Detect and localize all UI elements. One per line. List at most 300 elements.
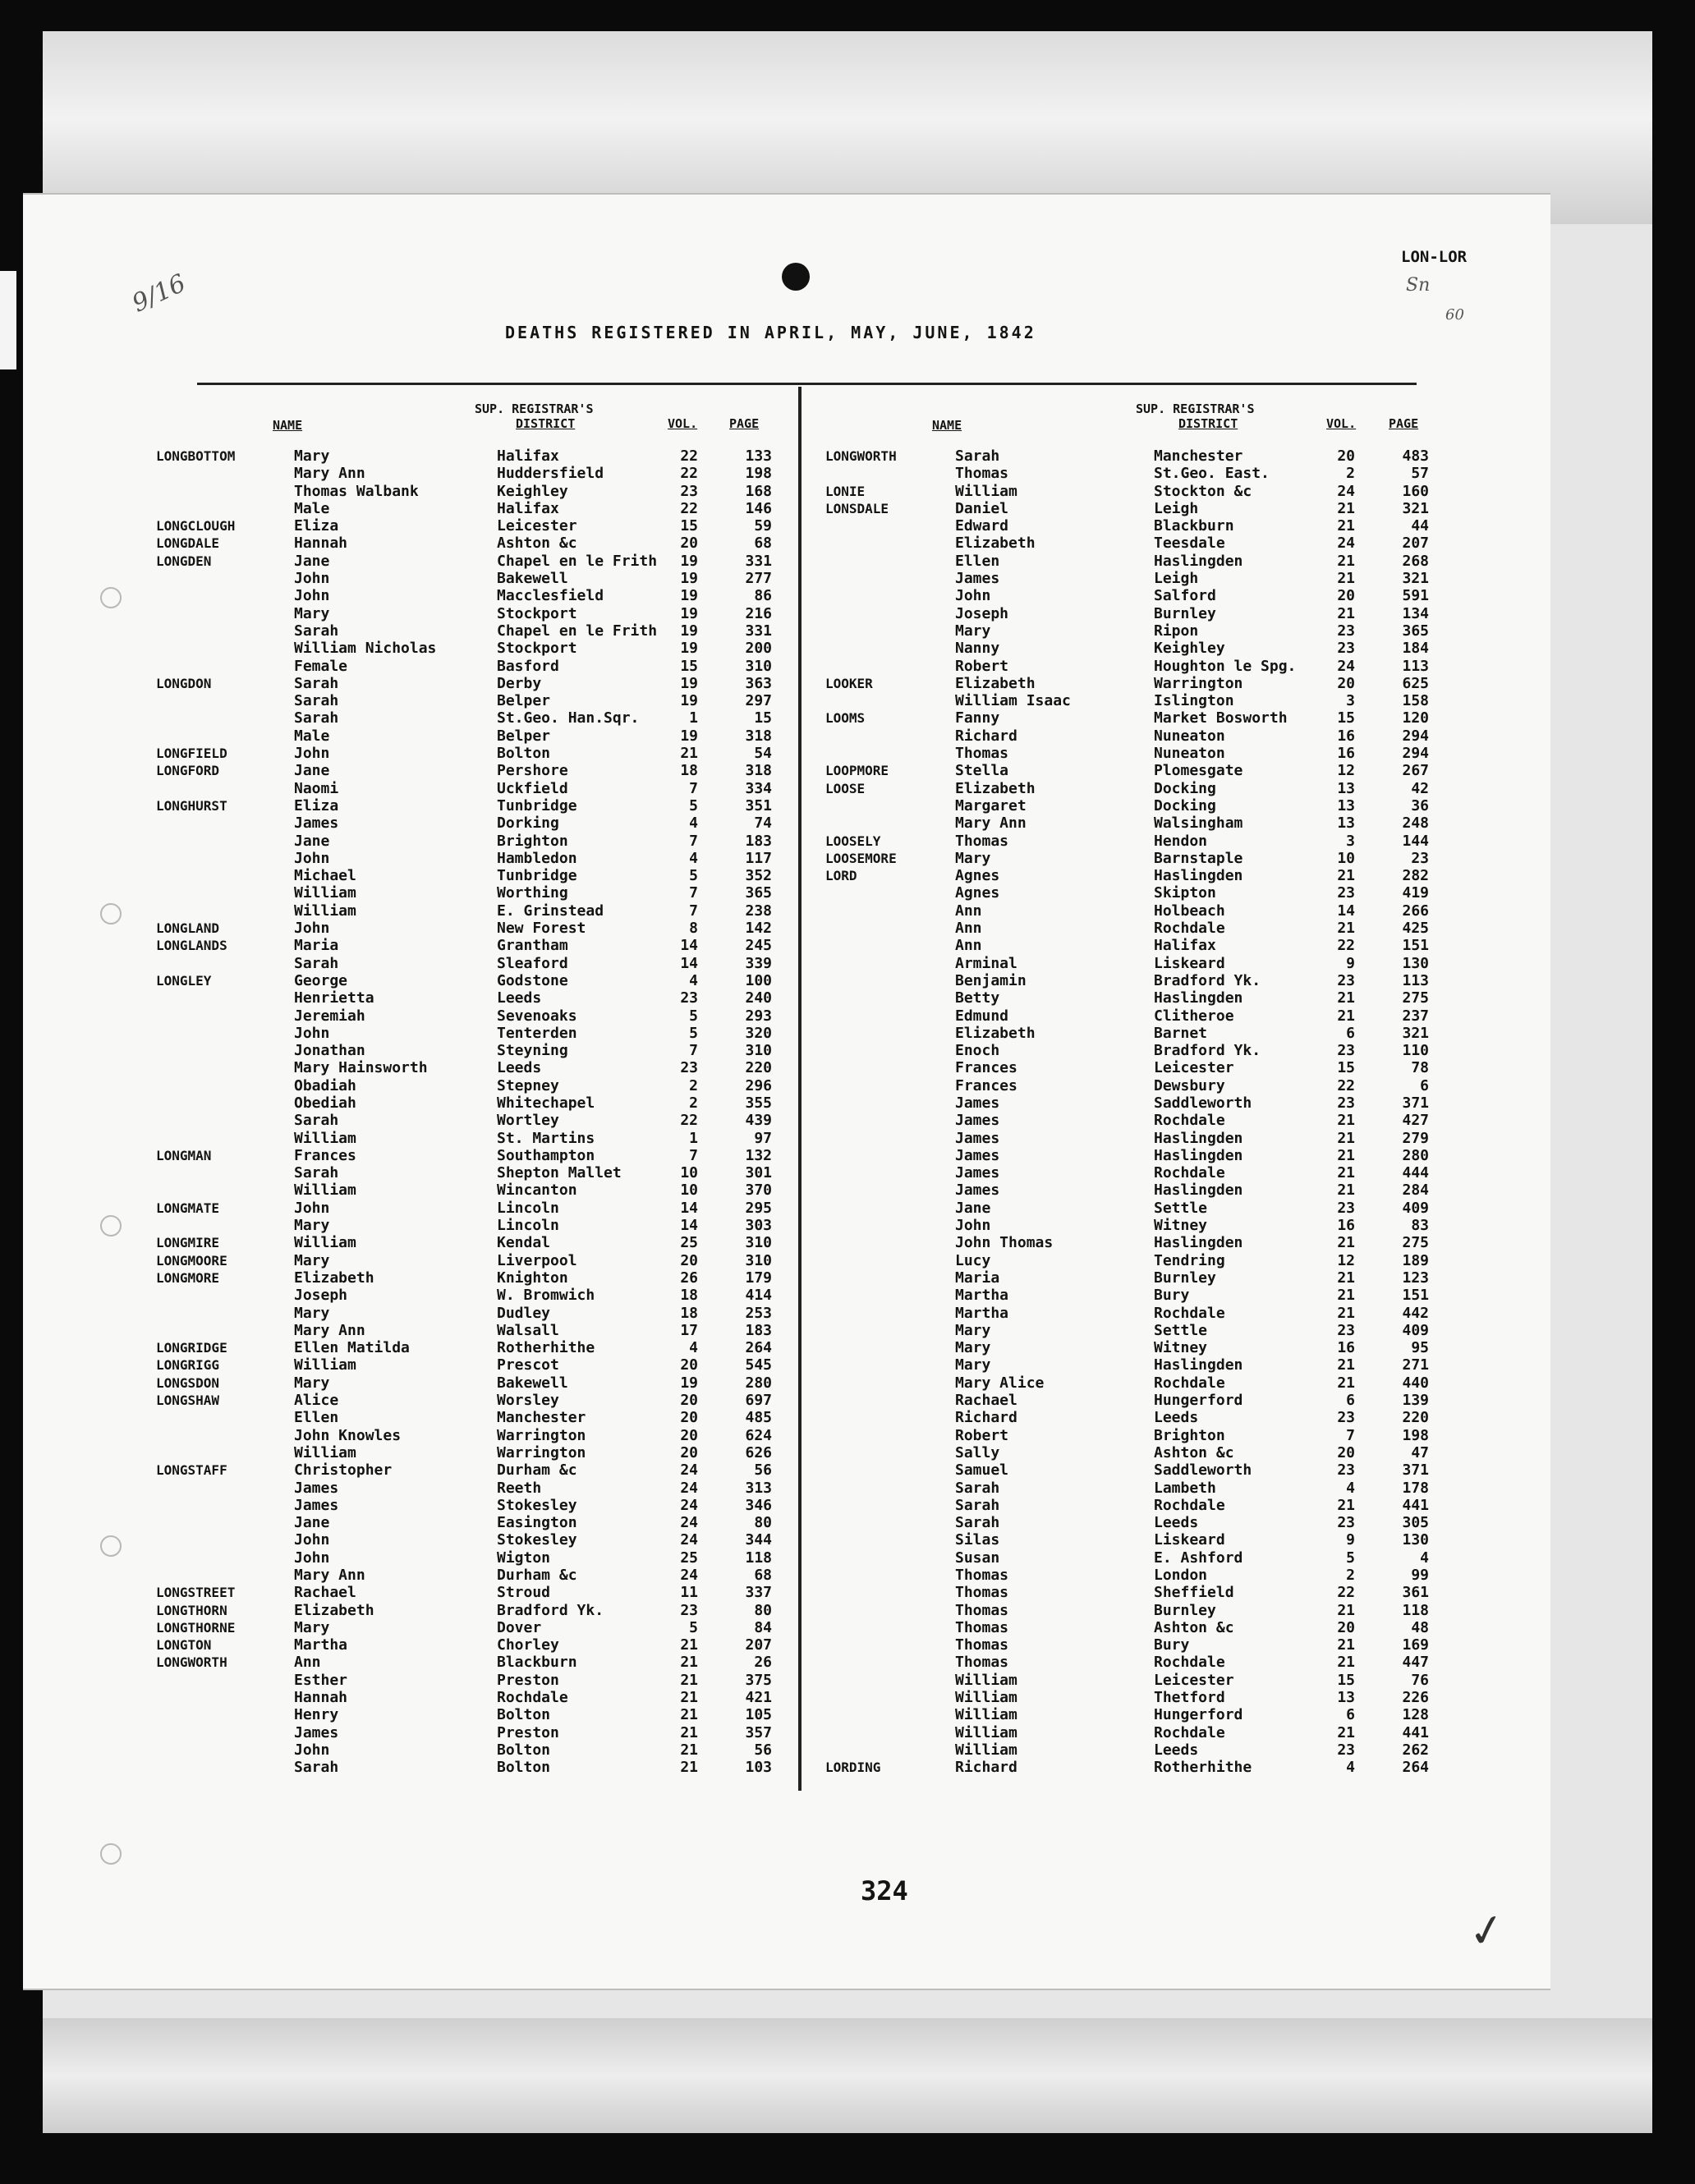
entry-page: 103 xyxy=(745,1759,772,1777)
entry-given-name: Benjamin xyxy=(955,971,1027,989)
entry-page: 626 xyxy=(745,1443,772,1461)
entry-surname: LOOPMORE xyxy=(825,763,889,779)
entry-page: 216 xyxy=(745,604,772,622)
register-entry-row xyxy=(825,517,1458,535)
entry-surname: LOOMS xyxy=(825,710,866,727)
entry-district: W. Bromwich xyxy=(497,1287,595,1305)
entry-page: 80 xyxy=(754,1601,772,1619)
entry-surname: LONGLEY xyxy=(156,972,212,989)
register-entry-row xyxy=(825,1059,1458,1076)
entry-volume: 21 xyxy=(1337,1304,1355,1322)
entry-given-name: Elizabeth xyxy=(955,674,1036,692)
entry-page: 352 xyxy=(745,867,772,885)
register-entry-row xyxy=(156,955,788,972)
entry-given-name: Thomas xyxy=(955,832,1009,850)
register-entry-row xyxy=(825,1444,1458,1461)
entry-page: 83 xyxy=(1411,1217,1429,1235)
entry-page: 57 xyxy=(1411,465,1429,483)
entry-district: Prescot xyxy=(497,1356,559,1374)
entry-district: Walsingham xyxy=(1154,814,1243,833)
entry-given-name: Robert xyxy=(955,1426,1009,1444)
entry-district: Reeth xyxy=(497,1479,542,1497)
entry-volume: 14 xyxy=(680,1199,698,1217)
entry-district: Skipton xyxy=(1154,884,1216,902)
entry-volume: 5 xyxy=(689,1007,698,1025)
entry-district: Holbeach xyxy=(1154,902,1225,920)
entry-given-name: William xyxy=(955,1671,1017,1689)
entry-page: 271 xyxy=(1402,1356,1429,1374)
district-header-top: SUP. REGISTRAR'S xyxy=(475,401,594,416)
register-entry-row xyxy=(156,972,788,989)
entry-given-name: Hannah xyxy=(294,535,348,553)
register-entry-row xyxy=(825,1549,1458,1567)
entry-district: Belper xyxy=(497,727,551,745)
entry-surname: LONGMATE xyxy=(156,1200,220,1216)
entry-page: 295 xyxy=(745,1199,772,1217)
entry-page: 100 xyxy=(745,971,772,989)
entry-page: 545 xyxy=(745,1356,772,1374)
entry-district: Haslingden xyxy=(1154,1181,1243,1200)
entry-volume: 17 xyxy=(680,1321,698,1339)
entry-given-name: Arminal xyxy=(955,954,1017,972)
entry-given-name: John xyxy=(294,570,330,588)
entry-given-name: Jane xyxy=(294,762,330,780)
entry-given-name: Ellen xyxy=(294,1409,339,1427)
entry-district: Haslingden xyxy=(1154,1356,1243,1374)
vol-header: VOL. xyxy=(1326,416,1357,431)
entry-page: 78 xyxy=(1411,1059,1429,1077)
entry-given-name: Female xyxy=(294,657,348,675)
entry-district: New Forest xyxy=(497,920,586,938)
entry-given-name: Martha xyxy=(955,1287,1009,1305)
entry-given-name: James xyxy=(955,1094,1000,1112)
register-entry-row xyxy=(156,535,788,552)
entry-district: Liskeard xyxy=(1154,1531,1225,1549)
entry-volume: 20 xyxy=(680,1443,698,1461)
register-entry-row xyxy=(825,622,1458,640)
entry-page: 56 xyxy=(754,1461,772,1480)
entry-given-name: Frances xyxy=(955,1076,1017,1094)
entry-district: Halifax xyxy=(1154,937,1216,955)
entry-volume: 6 xyxy=(1346,1706,1355,1724)
entry-volume: 19 xyxy=(680,1374,698,1392)
register-entry-row xyxy=(156,570,788,587)
entry-volume: 24 xyxy=(680,1479,698,1497)
entry-volume: 21 xyxy=(1337,1269,1355,1287)
entry-volume: 21 xyxy=(1337,517,1355,535)
entry-volume: 21 xyxy=(1337,499,1355,517)
entry-page: 128 xyxy=(1402,1706,1429,1724)
entry-district: Houghton le Spg. xyxy=(1154,657,1297,675)
entry-district: Chapel en le Frith xyxy=(497,552,658,570)
entry-given-name: Elizabeth xyxy=(955,779,1036,797)
entry-district: Sleaford xyxy=(497,954,568,972)
entry-district: Rochdale xyxy=(1154,1723,1225,1741)
entry-given-name: John xyxy=(294,920,330,938)
entry-volume: 13 xyxy=(1337,814,1355,833)
entry-given-name: Nanny xyxy=(955,640,1000,658)
entry-volume: 21 xyxy=(680,1706,698,1724)
register-entry-row xyxy=(156,797,788,814)
register-entry-row xyxy=(825,1672,1458,1689)
entry-given-name: William xyxy=(294,902,356,920)
register-entry-row xyxy=(156,1007,788,1025)
entry-volume: 7 xyxy=(689,884,698,902)
entry-volume: 21 xyxy=(1337,552,1355,570)
entry-volume: 24 xyxy=(680,1514,698,1532)
entry-district: Settle xyxy=(1154,1321,1208,1339)
register-entry-row xyxy=(156,1322,788,1339)
entry-page: 310 xyxy=(745,1234,772,1252)
left-entries xyxy=(156,447,788,1777)
entry-given-name: John xyxy=(294,1549,330,1567)
entry-district: Witney xyxy=(1154,1339,1208,1357)
entry-page: 226 xyxy=(1402,1689,1429,1707)
entry-page: 220 xyxy=(745,1059,772,1077)
entry-given-name: Elizabeth xyxy=(955,535,1036,553)
entry-surname: LONGCLOUGH xyxy=(156,518,236,535)
entry-volume: 24 xyxy=(1337,482,1355,500)
entry-surname: LONGRIDGE xyxy=(156,1340,227,1356)
entry-page: 118 xyxy=(1402,1601,1429,1619)
entry-surname: LONGWORTH xyxy=(825,448,897,464)
entry-page: 293 xyxy=(745,1007,772,1025)
register-entry-row xyxy=(156,1181,788,1199)
entry-given-name: Eliza xyxy=(294,796,339,814)
entry-district: Dorking xyxy=(497,814,559,833)
entry-volume: 21 xyxy=(1337,1496,1355,1514)
register-entry-row xyxy=(825,465,1458,482)
entry-district: Docking xyxy=(1154,796,1216,814)
entry-given-name: Henrietta xyxy=(294,989,374,1007)
entry-given-name: Naomi xyxy=(294,779,339,797)
entry-page: 339 xyxy=(745,954,772,972)
register-entry-row xyxy=(825,955,1458,972)
punch-hole xyxy=(100,1215,122,1237)
entry-page: 144 xyxy=(1402,832,1429,850)
entry-volume: 23 xyxy=(1337,1461,1355,1480)
entry-volume: 18 xyxy=(680,1304,698,1322)
entry-volume: 7 xyxy=(689,1146,698,1164)
entry-volume: 24 xyxy=(680,1496,698,1514)
entry-page: 130 xyxy=(1402,954,1429,972)
register-entry-row xyxy=(156,1269,788,1287)
register-entry-row xyxy=(825,605,1458,622)
entry-volume: 21 xyxy=(1337,1181,1355,1200)
entry-given-name: James xyxy=(955,1164,1000,1182)
entry-page: 447 xyxy=(1402,1654,1429,1672)
entry-page: 179 xyxy=(745,1269,772,1287)
entry-district: Warrington xyxy=(497,1426,586,1444)
entry-given-name: John xyxy=(294,849,330,867)
entry-district: Leeds xyxy=(1154,1409,1199,1427)
entry-volume: 9 xyxy=(1346,1531,1355,1549)
entry-volume: 20 xyxy=(1337,587,1355,605)
entry-surname: LONGDEN xyxy=(156,553,212,569)
entry-page: 625 xyxy=(1402,674,1429,692)
entry-volume: 21 xyxy=(1337,867,1355,885)
register-entry-row xyxy=(825,1181,1458,1199)
register-entry-row xyxy=(156,937,788,954)
entry-district: Uckfield xyxy=(497,779,568,797)
entry-volume: 4 xyxy=(689,814,698,833)
entry-page: 414 xyxy=(745,1287,772,1305)
entry-district: Dover xyxy=(497,1618,542,1636)
entry-district: Saddleworth xyxy=(1154,1461,1252,1480)
entry-district: Leicester xyxy=(1154,1671,1234,1689)
entry-district: Stokesley xyxy=(497,1496,577,1514)
entry-given-name: Alice xyxy=(294,1392,339,1410)
entry-volume: 21 xyxy=(1337,1601,1355,1619)
entry-page: 346 xyxy=(745,1496,772,1514)
entry-volume: 21 xyxy=(1337,1007,1355,1025)
register-entry-row xyxy=(156,692,788,709)
entry-volume: 15 xyxy=(680,657,698,675)
register-entry-row xyxy=(156,465,788,482)
entry-volume: 16 xyxy=(1337,745,1355,763)
entry-volume: 21 xyxy=(1337,1129,1355,1147)
entry-district: Hungerford xyxy=(1154,1392,1243,1410)
entry-page: 123 xyxy=(1402,1269,1429,1287)
entry-surname: LONGMIRE xyxy=(156,1235,220,1251)
entry-page: 237 xyxy=(1402,1007,1429,1025)
register-entry-row xyxy=(156,1689,788,1706)
entry-given-name: Richard xyxy=(955,1409,1017,1427)
entry-volume: 21 xyxy=(680,1723,698,1741)
entry-volume: 21 xyxy=(680,1689,698,1707)
register-entry-row xyxy=(156,1025,788,1042)
register-entry-row xyxy=(825,1077,1458,1094)
entry-given-name: William xyxy=(294,884,356,902)
entry-volume: 23 xyxy=(1337,1409,1355,1427)
register-entry-row xyxy=(156,920,788,937)
entry-given-name: Mary Alice xyxy=(955,1374,1045,1392)
entry-given-name: Sarah xyxy=(955,1514,1000,1532)
entry-given-name: Sarah xyxy=(294,1112,339,1130)
entry-volume: 20 xyxy=(680,1409,698,1427)
entry-volume: 23 xyxy=(680,1059,698,1077)
page-header: PAGE xyxy=(729,416,760,431)
register-entry-row xyxy=(825,1392,1458,1409)
entry-volume: 2 xyxy=(689,1076,698,1094)
entry-volume: 14 xyxy=(1337,902,1355,920)
entry-volume: 25 xyxy=(680,1234,698,1252)
entry-given-name: Sarah xyxy=(294,709,339,727)
entry-volume: 4 xyxy=(689,849,698,867)
entry-volume: 14 xyxy=(680,954,698,972)
entry-volume: 21 xyxy=(1337,1164,1355,1182)
entry-volume: 7 xyxy=(689,1042,698,1060)
entry-district: Settle xyxy=(1154,1199,1208,1217)
entry-volume: 23 xyxy=(1337,1199,1355,1217)
entry-district: Clitheroe xyxy=(1154,1007,1234,1025)
entry-given-name: Agnes xyxy=(955,884,1000,902)
entry-volume: 21 xyxy=(680,1741,698,1759)
register-entry-row xyxy=(825,1164,1458,1181)
register-entry-row xyxy=(825,1042,1458,1059)
entry-page: 146 xyxy=(745,499,772,517)
register-entry-row xyxy=(825,709,1458,727)
entry-district: Basford xyxy=(497,657,559,675)
register-entry-row xyxy=(156,1461,788,1479)
entry-page: 284 xyxy=(1402,1181,1429,1200)
entry-volume: 4 xyxy=(689,1339,698,1357)
right-entries xyxy=(825,447,1458,1777)
entry-district: Rochdale xyxy=(1154,920,1225,938)
entry-surname: LONGSTAFF xyxy=(156,1462,227,1479)
entry-page: 370 xyxy=(745,1181,772,1200)
entry-volume: 19 xyxy=(680,622,698,640)
entry-volume: 21 xyxy=(1337,604,1355,622)
register-entry-row xyxy=(156,902,788,920)
entry-given-name: Jane xyxy=(294,832,330,850)
entry-district: Hambledon xyxy=(497,849,577,867)
entry-volume: 18 xyxy=(680,1287,698,1305)
register-entry-row xyxy=(156,1042,788,1059)
entry-district: Halifax xyxy=(497,447,559,465)
entry-given-name: Esther xyxy=(294,1671,348,1689)
entry-district: Bury xyxy=(1154,1636,1190,1654)
entry-volume: 21 xyxy=(680,1654,698,1672)
entry-given-name: John xyxy=(294,745,330,763)
entry-district: Haslingden xyxy=(1154,989,1243,1007)
vol-header: VOL. xyxy=(668,416,698,431)
entry-surname: LONGDON xyxy=(156,675,212,691)
register-entry-row xyxy=(825,640,1458,657)
name-header: NAME xyxy=(932,418,962,433)
entry-volume: 15 xyxy=(1337,709,1355,727)
entry-given-name: Robert xyxy=(955,657,1009,675)
register-entry-row xyxy=(156,1392,788,1409)
entry-surname: LONGTHORNE xyxy=(156,1619,236,1636)
entry-volume: 3 xyxy=(1346,832,1355,850)
entry-volume: 20 xyxy=(1337,674,1355,692)
entry-surname: LORD xyxy=(825,868,857,884)
entry-district: Bury xyxy=(1154,1287,1190,1305)
entry-district: St.Geo. Han.Sqr. xyxy=(497,709,640,727)
entry-volume: 6 xyxy=(1346,1392,1355,1410)
entry-district: Teesdale xyxy=(1154,535,1225,553)
entry-page: 365 xyxy=(745,884,772,902)
entry-district: Wincanton xyxy=(497,1181,577,1200)
entry-given-name: Ann xyxy=(294,1654,321,1672)
register-entry-row xyxy=(156,745,788,762)
entry-volume: 2 xyxy=(1346,465,1355,483)
register-entry-row xyxy=(156,1654,788,1671)
entry-given-name: Thomas Walbank xyxy=(294,482,419,500)
entry-district: Warrington xyxy=(1154,674,1243,692)
entry-district: Liskeard xyxy=(1154,954,1225,972)
entry-given-name: Elizabeth xyxy=(955,1024,1036,1042)
entry-volume: 13 xyxy=(1337,1689,1355,1707)
entry-district: Grantham xyxy=(497,937,568,955)
entry-given-name: Richard xyxy=(955,1759,1017,1777)
register-entry-row xyxy=(825,1759,1458,1776)
entry-district: E. Ashford xyxy=(1154,1549,1243,1567)
entry-district: Bolton xyxy=(497,745,551,763)
register-entry-row xyxy=(156,1356,788,1374)
entry-volume: 5 xyxy=(1346,1549,1355,1567)
entry-page: 264 xyxy=(745,1339,772,1357)
entry-volume: 23 xyxy=(1337,1321,1355,1339)
entry-volume: 6 xyxy=(1346,1024,1355,1042)
entry-given-name: Sally xyxy=(955,1443,1000,1461)
entry-given-name: Sarah xyxy=(294,622,339,640)
entry-given-name: Jane xyxy=(955,1199,991,1217)
entry-district: Bradford Yk. xyxy=(497,1601,604,1619)
entry-district: Islington xyxy=(1154,692,1234,710)
entry-district: Market Bosworth xyxy=(1154,709,1288,727)
entry-district: Manchester xyxy=(1154,447,1243,465)
entry-given-name: James xyxy=(955,1129,1000,1147)
register-entry-row xyxy=(825,1007,1458,1025)
entry-given-name: Sarah xyxy=(955,1496,1000,1514)
entry-given-name: John xyxy=(294,1741,330,1759)
entry-volume: 15 xyxy=(1337,1059,1355,1077)
register-entry-row xyxy=(825,745,1458,762)
entry-volume: 3 xyxy=(1346,692,1355,710)
entry-surname: LONGFIELD xyxy=(156,746,227,762)
entry-volume: 23 xyxy=(1337,971,1355,989)
entry-page: 375 xyxy=(745,1671,772,1689)
register-entry-row xyxy=(825,727,1458,745)
register-entry-row xyxy=(156,587,788,604)
entry-surname: LONGWORTH xyxy=(156,1654,227,1671)
entry-volume: 15 xyxy=(680,517,698,535)
register-entry-row xyxy=(156,1252,788,1269)
entry-district: Witney xyxy=(1154,1217,1208,1235)
register-entry-row xyxy=(156,867,788,884)
register-entry-row xyxy=(156,1619,788,1636)
register-entry-row xyxy=(825,1409,1458,1426)
entry-given-name: Jonathan xyxy=(294,1042,365,1060)
entry-district: Haslingden xyxy=(1154,867,1243,885)
entry-volume: 23 xyxy=(1337,1094,1355,1112)
entry-volume: 10 xyxy=(1337,849,1355,867)
entry-district: Leeds xyxy=(1154,1741,1199,1759)
entry-given-name: Fanny xyxy=(955,709,1000,727)
entry-page: 76 xyxy=(1411,1671,1429,1689)
entry-district: Saddleworth xyxy=(1154,1094,1252,1112)
entry-district: Manchester xyxy=(497,1409,586,1427)
entry-page: 320 xyxy=(745,1024,772,1042)
entry-given-name: William xyxy=(294,1181,356,1200)
entry-page: 110 xyxy=(1402,1042,1429,1060)
entry-district: Derby xyxy=(497,674,542,692)
left-edge-tab xyxy=(0,271,16,369)
entry-volume: 21 xyxy=(1337,1636,1355,1654)
entry-district: Lincoln xyxy=(497,1217,559,1235)
entry-page: 697 xyxy=(745,1392,772,1410)
register-entry-row xyxy=(825,1322,1458,1339)
entry-volume: 21 xyxy=(1337,989,1355,1007)
entry-district: Haslingden xyxy=(1154,1129,1243,1147)
entry-given-name: Silas xyxy=(955,1531,1000,1549)
register-entry-row xyxy=(825,658,1458,675)
register-entry-row xyxy=(156,1531,788,1549)
punch-hole xyxy=(100,587,122,608)
register-entry-row xyxy=(156,1444,788,1461)
entry-page: 310 xyxy=(745,1251,772,1269)
entry-page: 68 xyxy=(754,535,772,553)
entry-page: 158 xyxy=(1402,692,1429,710)
register-entry-row xyxy=(825,1094,1458,1112)
entry-page: 321 xyxy=(1402,499,1429,517)
entry-given-name: James xyxy=(955,570,1000,588)
entry-volume: 21 xyxy=(1337,1287,1355,1305)
entry-page: 183 xyxy=(745,1321,772,1339)
entry-given-name: Mary xyxy=(294,1374,330,1392)
